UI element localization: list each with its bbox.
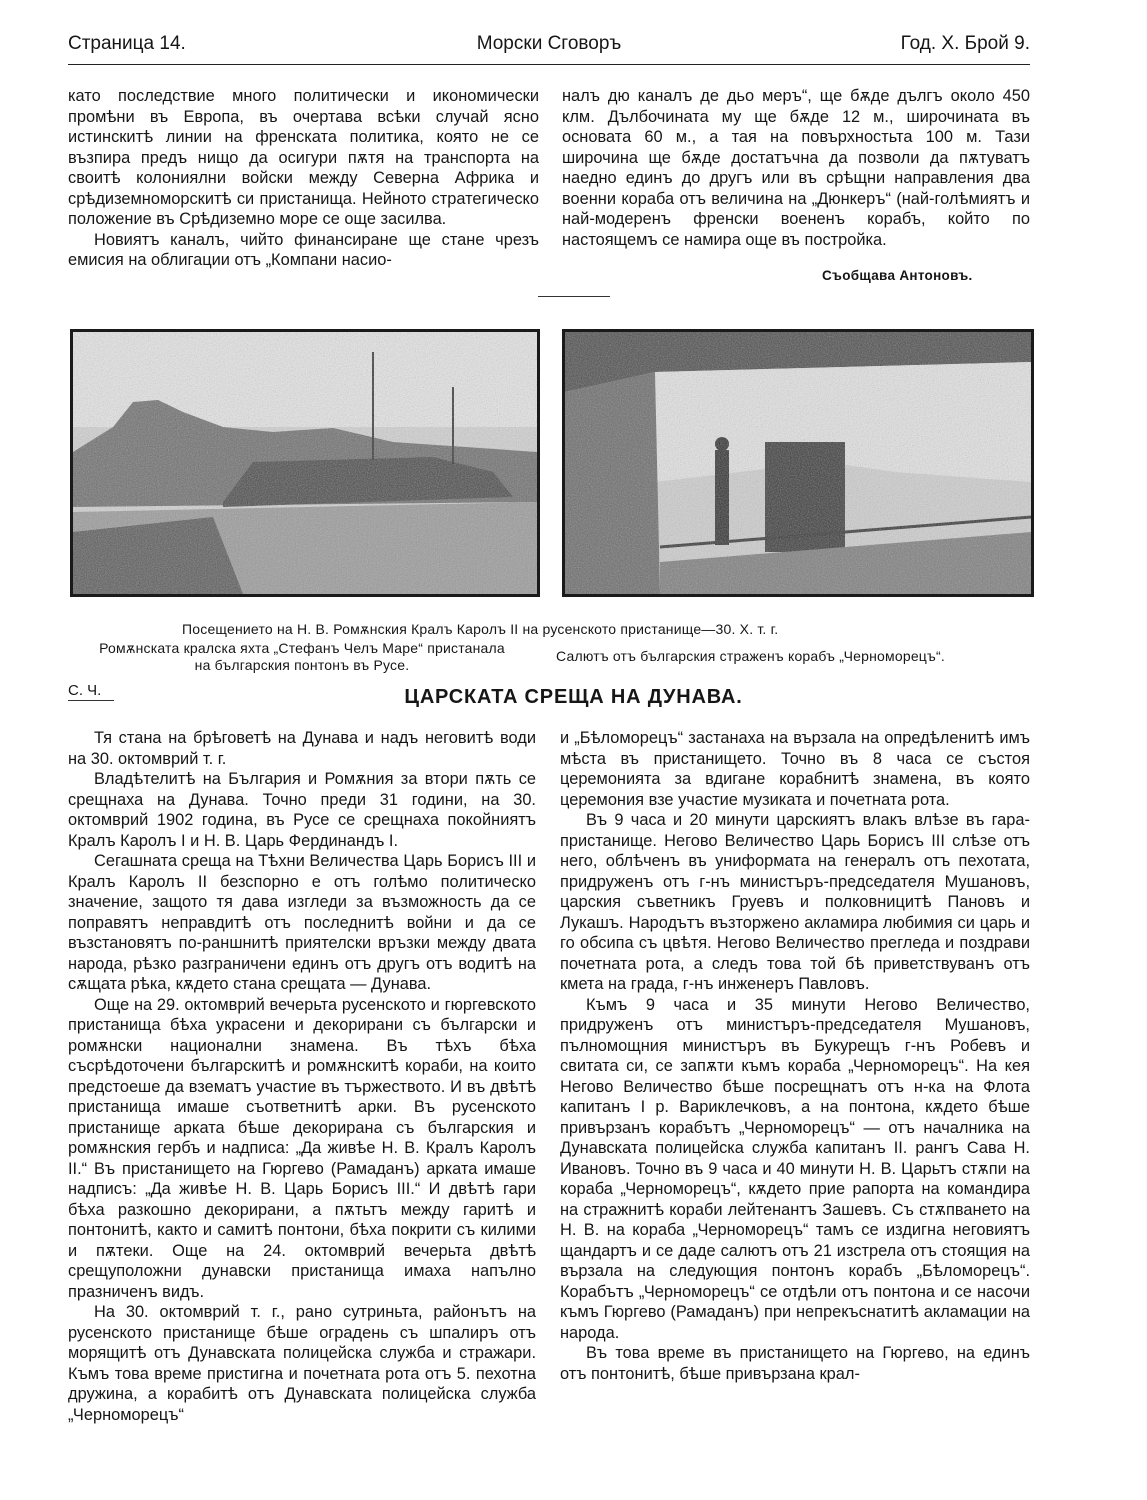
- caption-line: Ромѫнската кралска яхта „Стефанъ Челъ Маре“ пристанала: [99, 640, 505, 656]
- paragraph: Владѣтелитѣ на България и Ромѫния за втори пѫть се срещнаха на Дунава. Точно преди 31 години, на 30. октомврий 1902 година, въ Русе се срещнаха покойниятъ Кралъ Каролъ I и Н. В. Царь Фердинандъ I.: [68, 770, 536, 850]
- photo-caption-left: [68, 640, 536, 674]
- paragraph: Още на 29. октомврий вечерьта русенското и гюргевското пристанища бѣха украсени и декорирани съ български и ромѫнски национални знамена. Въ тѣхъ бѣха съсрѣдоточени българскитѣ и ромѫнскитѣ кораби, на които предстоеше да взематъ участие въ тържеството. И въ двѣтѣ пристанища имаше съответнитѣ арки. Въ русенското пристанище арката бѣше декорирана съ българския и ромѫнския гербъ и надписа: „Да живѣе Н. В. Кралъ Каролъ II.“ Въ пристанището на Гюргево (Рамаданъ) арката имаше надписъ: „Да живѣе Н. В. Царь Борисъ III.“ И двѣтѣ гари бѣха разкошно декорирани, а пѫтьтъ между гаритѣ и понтонитѣ, както и самитѣ понтони, бѣха покрити съ килими и пѫтеки. Още на 24. октомврий вечерьта двѣтѣ срещуположни дунавски пристанища имаха напълно празниченъ видъ.: [68, 995, 536, 1301]
- article2-column-right: [560, 728, 1030, 1384]
- paragraph: Въ 9 часа и 20 минути царскиятъ влакъ влѣзе въ гара-пристанище. Негово Величество Царь Борисъ III слѣзе отъ него, облѣченъ въ униформата на генералъ отъ пехотата, придруженъ отъ г-нъ министъръ-председателя Мушановъ, царския съветникъ Груевъ и полковницитѣ Пановъ и Лукашъ. Народътъ възторжено акламира любимия си царь и го обсипа съ цвѣтя. Негово Величество прегледа и поздрави почетната рота, а следъ това той бѣ приветствуванъ отъ кмета на града, г-нъ инженеръ Павловъ.: [560, 811, 1030, 993]
- page-header: [68, 33, 1030, 65]
- paragraph: Сегашната среща на Тѣхни Величества Царь Борисъ III и Кралъ Каролъ II безспорно е отъ голѣмо политическо значение, защото тя дава изгледи за възможность да се поправятъ неправдитѣ отъ последнитѣ войни и да се възстановятъ по-раншнитѣ приятелски връзки между двата народа, рѣзко разграничени единъ отъ другъ отъ водитѣ на сѫщата рѣка, кѫдето стана срещата — Дунава.: [68, 852, 536, 993]
- issue-number: Год. X. Брой 9.: [900, 33, 1030, 54]
- separator-line: [538, 296, 610, 297]
- article-title: ЦАРСКАТА СРЕЩА НА ДУНАВА.: [404, 686, 743, 708]
- paragraph: и „Бѣломорецъ“ застанаха на вързала на опредѣленитѣ имъ мѣста въ пристанището. Точно въ 8 часа се състоя церемонията за вдигане корабнитѣ знамена, въ която церемония взе участие музиката и почетната рота.: [560, 729, 1030, 809]
- photo-caption-right: Салютъ отъ българския страженъ корабъ „Черноморецъ“.: [556, 648, 945, 664]
- article1-column-left: [68, 86, 539, 271]
- photo-salute-ship: [562, 329, 1034, 597]
- paragraph: Къмъ 9 часа и 35 минути Негово Величество, придруженъ отъ министъръ-председателя Мушановъ, пълномощния министъръ въ Букурещъ г-нъ Робевъ и свитата си, се запѫти къмъ кораба „Черноморецъ“. На кея Негово Величество бѣше посрещнатъ отъ н-ка на Флота капитанъ I р. Вариклечковъ, а на понтона, кѫдето бѣше привързанъ корабътъ „Черноморецъ“ — отъ началника на Дунавската полицейска служба капитанъ II. рангъ Сава Н. Ивановъ. Точно въ 9 часа и 40 минути Н. В. Царьтъ стѫпи на кораба „Черноморецъ“, кѫдето прие рапорта на командира на стражнитѣ кораби лейтенантъ Зашевъ. Съ стѫпването на Н. В. на кораба „Черноморецъ“ тамъ се издигна неговиятъ щандартъ и се даде салютъ отъ 21 изстрела отъ стоящия на вързала на следующия понтонъ корабъ „Бѣломорецъ“. Корабътъ „Черноморецъ“ се отдѣли отъ понтона и се насочи къмъ Гюргево (Рамаданъ) при непрекъснатитѣ акламации на народа.: [560, 995, 1030, 1342]
- page-number: Страница 14.: [68, 33, 186, 54]
- header-rule: [68, 64, 1030, 65]
- photo-royal-yacht: [70, 329, 540, 597]
- journal-title: Морски Сговоръ: [476, 33, 622, 54]
- paragraph: налъ дю каналъ де дьо меръ“, ще бѫде дългъ около 450 клм. Дълбочината му ще бѫде 12 м., широчината въ основата 60 м., а тая на повърхностьта 100 м. Тази широчина ще бѫде достатъчна да позволи да пѫтуватъ наедно единъ до другъ или въ срѣщни направления два военни кораба отъ величина на „Дюнкеръ“ (най-голѣмиятъ и най-модерeнъ френски воененъ корабъ, който по настоящемъ се намира още въ постройка.: [562, 87, 1030, 249]
- paragraph: Тя стана на брѣговетѣ на Дунава и надъ неговитѣ води на 30. октомврий т. г.: [68, 729, 536, 768]
- article1-column-right: [562, 86, 1030, 250]
- article2-column-left: [68, 728, 536, 1425]
- photo-caption-main: Посещението на Н. В. Ромѫнския Кралъ Каролъ II на русенското пристанище—30. Х. т. г.: [182, 621, 779, 637]
- caption-line: на българския понтонъ въ Русе.: [194, 657, 410, 673]
- paragraph: като последствие много политически и икономически промѣни въ Европа, въ очертава всѣки случай ясно истинскитѣ линии на френската политика, която не се възпира предъ нищо да осигури пѫтя на транспорта на своитѣ колониялни войски между Северна Африка и срѣдиземноморскитѣ си пристанища. Нейното стратегическо положение въ Срѣдиземно море се още засилва.: [68, 87, 539, 228]
- paragraph: Новиятъ каналъ, чийто финансиране ще стане чрезъ емисия на облигации отъ „Компани насио-: [68, 230, 539, 269]
- paragraph: Въ това време въ пристанището на Гюргево, на единъ отъ понтонитѣ, бѣше привързана крал-: [560, 1344, 1030, 1383]
- paragraph: На 30. октомврий т. г., рано сутриньта, районътъ на русенското пристанище бѣше оградень съ шпалиръ отъ морящитѣ отъ Дунавската полицейска служба и стражари. Къмъ това време пристигна и почетната рота отъ 5. пехотна дружина, а корабитѣ отъ Дунавската полицейска служба „Черноморецъ“: [68, 1303, 536, 1424]
- article1-signature: Съобщава Антоновъ.: [822, 268, 973, 283]
- section-mark: С. Ч.: [68, 682, 102, 699]
